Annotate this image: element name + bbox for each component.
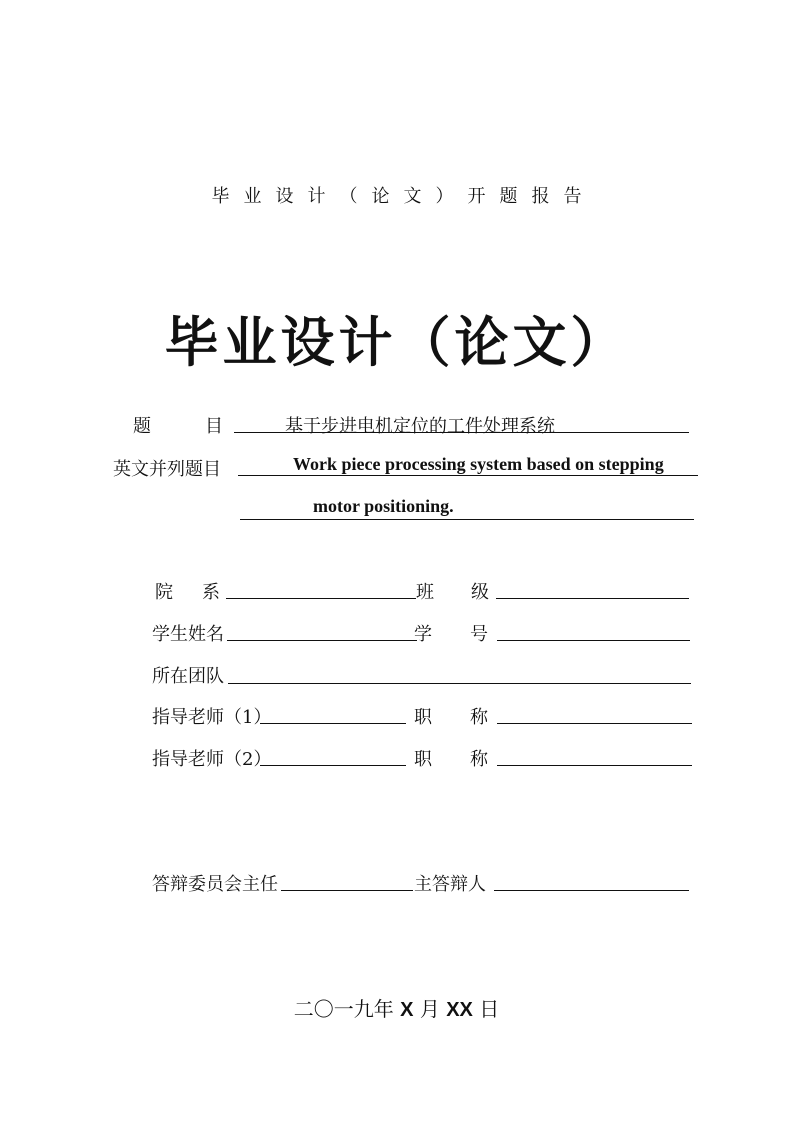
title1-label-b: 称 bbox=[470, 707, 488, 728]
date-year: 二〇一九年 bbox=[293, 997, 394, 1021]
report-date bbox=[0, 993, 793, 1022]
class-underline bbox=[496, 598, 689, 599]
advisor2-underline bbox=[260, 765, 406, 766]
committee-chair-label: 答辩委员会主任 bbox=[152, 874, 278, 895]
date-day-value: XX bbox=[446, 999, 473, 1021]
advisor1-underline bbox=[260, 723, 406, 724]
student-name-underline bbox=[227, 640, 417, 641]
student-id-label-a: 学 bbox=[414, 624, 432, 645]
team-underline bbox=[228, 683, 691, 684]
student-id-underline bbox=[497, 640, 690, 641]
advisor2-label: 指导老师（2） bbox=[152, 749, 272, 770]
date-month-value: X bbox=[400, 999, 414, 1021]
student-id-label-b: 号 bbox=[470, 624, 488, 645]
topic-value: 基于步进电机定位的工件处理系统 bbox=[285, 416, 555, 437]
topic-label-a: 题 bbox=[133, 416, 151, 437]
date-month-unit: 月 bbox=[419, 997, 440, 1021]
title1-underline bbox=[497, 723, 692, 724]
department-label-a: 院 bbox=[155, 582, 173, 603]
title2-label-b: 称 bbox=[470, 749, 488, 770]
report-header: 毕业设计（论文）开题报告 bbox=[211, 186, 596, 207]
team-label: 所在团队 bbox=[152, 666, 224, 687]
main-title: 毕业设计（论文） bbox=[164, 310, 629, 374]
topic-label-b: 目 bbox=[205, 416, 223, 437]
date-day-unit: 日 bbox=[479, 997, 500, 1021]
english-title-line2: motor positioning. bbox=[313, 496, 454, 516]
student-name-label: 学生姓名 bbox=[152, 624, 224, 645]
title2-underline bbox=[497, 765, 692, 766]
class-label-a: 班 bbox=[416, 582, 434, 603]
title1-label-a: 职 bbox=[414, 707, 432, 728]
title2-label-a: 职 bbox=[414, 749, 432, 770]
class-label-b: 级 bbox=[471, 582, 489, 603]
english-title-label: 英文并列题目 bbox=[113, 459, 221, 480]
english-title-underline-1 bbox=[238, 475, 698, 476]
english-title-line1: Work piece processing system based on stepping bbox=[293, 454, 664, 474]
main-examiner-underline bbox=[494, 890, 689, 891]
department-underline bbox=[226, 598, 416, 599]
department-label-b: 系 bbox=[202, 582, 220, 603]
english-title-underline-2 bbox=[240, 519, 694, 520]
main-examiner-label: 主答辩人 bbox=[414, 874, 486, 895]
committee-chair-underline bbox=[281, 890, 413, 891]
advisor1-label: 指导老师（1） bbox=[152, 707, 272, 728]
